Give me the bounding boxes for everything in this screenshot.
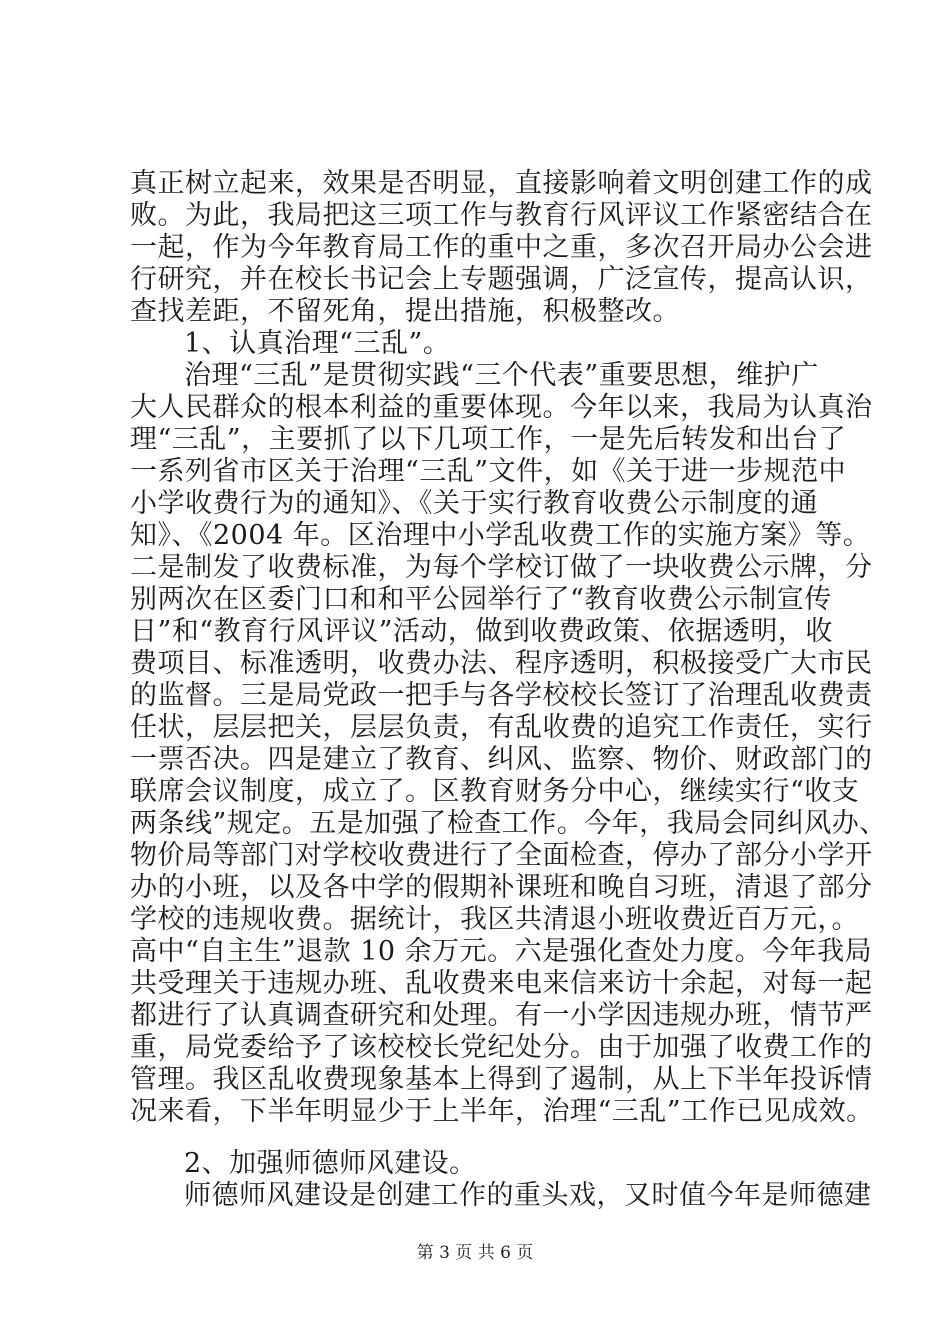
paragraph-line: 办的小班，以及各中学的假期补课班和晚自习班，清退了部分 [130, 872, 873, 903]
paragraph-line: 师德师风建设是创建工作的重头戏，又时值今年是师德建 [184, 1180, 872, 1211]
paragraph-line: 学校的违规收费。据统计，我区共清退小班收费近百万元，。 [130, 904, 859, 935]
page-number-footer: 第 3 页 共 6 页 [416, 1243, 534, 1263]
document-body [130, 168, 887, 1212]
paragraph-line: 况来看，下半年明显少于上半年，治理“三乱”工作已见成效。 [130, 1096, 874, 1127]
paragraph-line: 任状，层层把关，层层负责，有乱收费的追究工作责任，实行 [130, 712, 873, 743]
paragraph-line: 小学收费行为的通知》、《关于实行教育收费公示制度的通 [130, 488, 818, 519]
section-heading-2: 2、加强师德师风建设。 [184, 1148, 477, 1179]
paragraph-line: 联席会议制度，成立了。区教育财务分中心，继续实行“收支 [130, 776, 860, 807]
paragraph-line: 查找差距，不留死角，提出措施，积极整改。 [130, 296, 680, 327]
paragraph-line: 治理“三乱”是贯彻实践“三个代表”重要思想，维护广 [184, 360, 819, 391]
paragraph-line: 行研究，并在校长书记会上专题强调，广泛宣传，提高认识， [130, 264, 873, 295]
paragraph-line: 别两次在区委门口和和平公园举行了“教育收费公示制宣传 [130, 584, 832, 615]
paragraph-line: 的监督。三是局党政一把手与各学校校长签订了治理乱收费责 [130, 680, 873, 711]
section-heading-1: 1、认真治理“三乱”。 [184, 328, 451, 359]
paragraph-line: 共受理关于违规办班、乱收费来电来信来访十余起，对每一起 [130, 968, 873, 999]
paragraph-line: 大人民群众的根本利益的重要体现。今年以来，我局为认真治 [130, 392, 873, 423]
paragraph-line: 都进行了认真调查研究和处理。有一小学因违规办班，情节严 [130, 1000, 873, 1031]
paragraph-line: 两条线”规定。五是加强了检查工作。今年，我局会同纠风办、 [130, 808, 887, 839]
paragraph-line: 一系列省市区关于治理“三乱”文件，如《关于进一步规范中 [130, 456, 847, 487]
paragraph-line: 一票否决。四是建立了教育、纠风、监察、物价、财政部门的 [130, 744, 873, 775]
paragraph-line: 二是制发了收费标准，为每个学校订做了一块收费公示牌，分 [130, 552, 873, 583]
paragraph-line: 高中“自主生”退款 10 余万元。六是强化查处力度。今年我局 [130, 936, 873, 967]
paragraph-line: 费项目、标准透明，收费办法、程序透明，积极接受广大市民 [130, 648, 873, 679]
paragraph-line: 管理。我区乱收费现象基本上得到了遏制，从上下半年投诉情 [130, 1064, 873, 1095]
paragraph-line: 理“三乱”，主要抓了以下几项工作，一是先后转发和出台了 [130, 424, 847, 455]
paragraph-line: 真正树立起来，效果是否明显，直接影响着文明创建工作的成 [130, 168, 873, 199]
paragraph-line: 物价局等部门对学校收费进行了全面检查，停办了部分小学开 [130, 840, 873, 871]
paragraph-line: 败。为此，我局把这三项工作与教育行风评议工作紧密结合在 [130, 200, 873, 231]
paragraph-line: 知》、《2004 年。区治理中小学乱收费工作的实施方案》等。 [130, 520, 871, 551]
paragraph-line: 日”和“教育行风评议”活动，做到收费政策、依据透明，收 [130, 616, 833, 647]
paragraph-line: 重，局党委给予了该校校长党纪处分。由于加强了收费工作的 [130, 1032, 873, 1063]
paragraph-line: 一起，作为今年教育局工作的重中之重，多次召开局办公会进 [130, 232, 873, 263]
